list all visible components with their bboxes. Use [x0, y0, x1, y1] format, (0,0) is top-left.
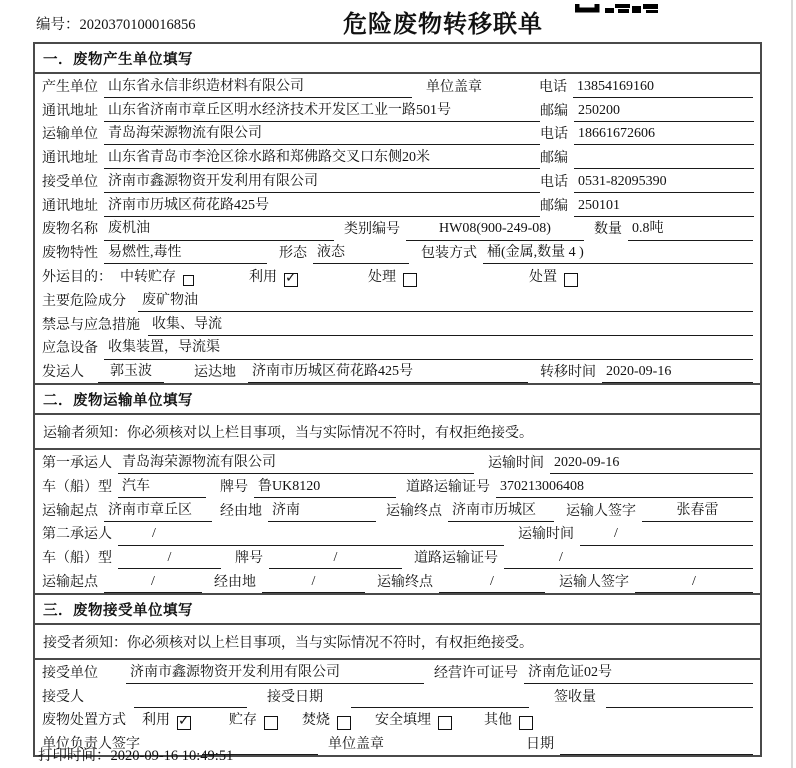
receiver-notice: 接受者须知：你必须核对以上栏目事项，当与实际情况不符时，有权拒绝接受。 [35, 625, 760, 660]
section2-header: 二．废物运输单位填写 [35, 383, 760, 415]
first-carrier-row [35, 450, 760, 474]
print-time-label: 打印时间： [38, 748, 111, 764]
checkbox-disposal-utilize [177, 716, 191, 730]
vehicle-type2-value: / [118, 550, 221, 569]
disposal-method-row [35, 708, 760, 732]
generator-row [35, 74, 760, 98]
purpose-option-dispose [529, 270, 578, 288]
waste-traits-row [35, 241, 760, 265]
section3-header: 三．废物接受单位填写 [35, 593, 760, 625]
transporter-row [35, 122, 760, 146]
generator-label: 产生单位 [42, 79, 98, 95]
transporter-notice: 运输者须知：你必须核对以上栏目事项，当与实际情况不符时，有权拒绝接受。 [35, 415, 760, 450]
transporter-address-label: 通讯地址 [42, 151, 98, 167]
disposal-option-label: 利用 [142, 713, 170, 729]
unit-seal-label: 单位盖章 [328, 737, 384, 753]
precaution-label: 禁忌与应急措施 [42, 317, 140, 333]
checkbox-dispose [564, 273, 578, 287]
generator-phone-label: 电话 [539, 79, 567, 95]
category-label: 类别编号 [344, 222, 400, 238]
precaution-row [35, 312, 760, 336]
receiver-zip-value: 250101 [574, 198, 754, 217]
route1-row [35, 498, 760, 522]
receiver-phone-label: 电话 [540, 174, 568, 190]
waste-traits-value: 易燃性,毒性 [104, 245, 267, 264]
purpose-option-utilize [249, 270, 298, 288]
vehicle-type-label: 车（船）型 [42, 479, 112, 495]
transport-time-label: 运输时间 [488, 456, 544, 472]
checkbox-disposal-store [264, 716, 278, 730]
route-via-value: 济南 [268, 503, 376, 522]
generator-address-value: 山东省济南市章丘区明水经济技术开发区工业一路501号 [104, 103, 540, 122]
route-start-label: 运输起点 [42, 503, 98, 519]
precaution-value: 收集、导流 [148, 317, 753, 336]
purpose-option-label: 处置 [529, 270, 557, 286]
route2-via-label: 经由地 [214, 575, 256, 591]
carrier2-sign-label: 运输人签字 [559, 575, 629, 591]
sign-date-label: 日期 [526, 737, 554, 753]
section1-header: 一．废物产生单位填写 [35, 44, 760, 74]
quantity-value: 0.8吨 [628, 221, 753, 240]
road-license2-value: / [504, 550, 753, 569]
disposal-option-label: 安全填埋 [375, 713, 431, 729]
packaging-label: 包装方式 [421, 246, 477, 262]
disposal-option-landfill [375, 713, 452, 731]
road-license-label: 道路运输证号 [406, 479, 490, 495]
purpose-option-transfer-storage [120, 270, 194, 288]
first-carrier-value: 青岛海荣源物流有限公司 [118, 455, 474, 474]
print-time-line [38, 744, 233, 765]
checkbox-disposal-landfill [438, 716, 452, 730]
purpose-option-label: 利用 [249, 270, 277, 286]
plate-value: 鲁UK8120 [254, 479, 396, 498]
waste-name-row [35, 217, 760, 241]
transfer-time-label: 转移时间 [540, 365, 596, 381]
plate-label: 牌号 [220, 479, 248, 495]
vehicle-type-value: 汽车 [118, 479, 206, 498]
generator-address-label: 通讯地址 [42, 103, 98, 119]
transporter-address-row [35, 145, 760, 169]
accept-date-value [351, 705, 529, 708]
transporter-zip-label: 邮编 [540, 151, 568, 167]
accepting-unit-value: 济南市鑫源物资开发利用有限公司 [126, 665, 424, 684]
checkbox-transfer-storage [183, 275, 194, 286]
transporter-label: 运输单位 [42, 127, 98, 143]
sign-date-value [560, 752, 753, 755]
hazard-components-label: 主要危险成分 [42, 293, 126, 309]
serial-label: 编号： [36, 17, 80, 33]
transport-purpose-label: 外运目的： [42, 270, 112, 286]
generator-phone-value: 13854169160 [573, 79, 753, 98]
receiver-phone-value: 0531-82095390 [574, 174, 754, 193]
disposal-method-label: 废物处置方式 [42, 713, 126, 729]
transport-purpose-row [35, 264, 760, 288]
generator-zip-value: 250200 [574, 103, 754, 122]
category-value: HW08(900-249-08) [406, 221, 584, 240]
emergency-equipment-label: 应急设备 [42, 341, 98, 357]
acceptor-label: 接受人 [42, 689, 84, 705]
route2-start-label: 运输起点 [42, 575, 98, 591]
quantity-label: 数量 [594, 222, 622, 238]
second-carrier-row [35, 522, 760, 546]
received-amount-value [606, 705, 753, 708]
permit-label: 经营许可证号 [434, 665, 518, 681]
route-end-value: 济南市历城区 [448, 503, 554, 522]
second-carrier-value: / [118, 526, 504, 545]
transporter-zip-value [574, 166, 754, 169]
transporter-phone-label: 电话 [540, 127, 568, 143]
route2-end-label: 运输终点 [377, 575, 433, 591]
purpose-option-treat [368, 270, 417, 288]
route-via-label: 经由地 [220, 503, 262, 519]
receiver-zip-label: 邮编 [540, 198, 568, 214]
destination-label: 运达地 [194, 365, 236, 381]
seal-label: 单位盖章 [426, 79, 482, 95]
transfer-form-table [33, 42, 762, 757]
checkbox-treat [403, 273, 417, 287]
page-title: 危险废物转移联单 [343, 12, 543, 38]
receiver-row [35, 169, 760, 193]
qr-code-fragment-icon [575, 0, 659, 18]
transport-time-value: 2020-09-16 [550, 455, 753, 474]
disposal-option-label: 其他 [484, 713, 512, 729]
print-time-value: 2020-09-16 10:49:51 [110, 748, 234, 764]
disposal-option-utilize [142, 713, 191, 731]
acceptor-value [134, 705, 247, 708]
accepting-unit-row [35, 660, 760, 684]
disposal-option-other [484, 713, 533, 731]
generator-value: 山东省永信非织造材料有限公司 [104, 79, 412, 98]
transport-time2-value: / [580, 526, 753, 545]
vehicle-type2-label: 车（船）型 [42, 551, 112, 567]
transfer-time-value: 2020-09-16 [602, 364, 753, 383]
disposal-option-label: 焚烧 [302, 713, 330, 729]
carrier-sign-value: 张春雷 [642, 503, 753, 522]
vehicle2-row [35, 546, 760, 570]
purpose-option-label: 处理 [368, 270, 396, 286]
road-license2-label: 道路运输证号 [414, 551, 498, 567]
carrier2-sign-value: / [635, 574, 753, 593]
disposal-option-label: 贮存 [229, 713, 257, 729]
checkbox-utilize [284, 273, 298, 287]
route-start-value: 济南市章丘区 [104, 503, 212, 522]
accept-date-label: 接受日期 [267, 689, 323, 705]
waste-name-value: 废机油 [104, 221, 334, 240]
receiver-label: 接受单位 [42, 174, 98, 190]
checkbox-disposal-other [519, 716, 533, 730]
hazard-components-value: 废矿物油 [138, 293, 753, 312]
plate2-value: / [269, 550, 402, 569]
destination-value: 济南市历城区荷花路425号 [248, 364, 528, 383]
first-carrier-label: 第一承运人 [42, 456, 112, 472]
route-end-label: 运输终点 [386, 503, 442, 519]
plate2-label: 牌号 [235, 551, 263, 567]
receiver-value: 济南市鑫源物资开发利用有限公司 [104, 174, 540, 193]
carrier-sign-label: 运输人签字 [566, 503, 636, 519]
generator-address-row [35, 98, 760, 122]
form-label: 形态 [279, 246, 307, 262]
waste-name-label: 废物名称 [42, 222, 98, 238]
emergency-equipment-row [35, 336, 760, 360]
waste-traits-label: 废物特性 [42, 246, 98, 262]
transport-time2-label: 运输时间 [518, 527, 574, 543]
hazard-components-row [35, 288, 760, 312]
second-carrier-label: 第二承运人 [42, 527, 112, 543]
dispatcher-label: 发运人 [42, 365, 84, 381]
purpose-option-label: 中转贮存 [120, 270, 176, 286]
receiver-address-value: 济南市历城区荷花路425号 [104, 198, 540, 217]
route2-via-value: / [262, 574, 365, 593]
route2-start-value: / [104, 574, 202, 593]
received-amount-label: 签收量 [554, 689, 596, 705]
route2-row [35, 569, 760, 593]
emergency-equipment-value: 收集装置，导流渠 [104, 340, 753, 359]
road-license-value: 370213006408 [496, 479, 753, 498]
transporter-value: 青岛海荣源物流有限公司 [104, 126, 540, 145]
form-value: 液态 [313, 245, 409, 264]
serial-value: 2020370100016856 [79, 17, 196, 33]
disposal-option-incinerate [302, 713, 351, 731]
transporter-phone-value: 18661672606 [574, 126, 754, 145]
responsible-sign-label: 单位负责人签字 [42, 737, 140, 753]
disposal-option-store [229, 713, 278, 731]
transporter-address-value: 山东省青岛市李沧区徐水路和郑佛路交叉口东侧20米 [104, 150, 540, 169]
dispatch-row [35, 360, 760, 384]
page-edge-line [791, 0, 793, 768]
dispatcher-value: 郭玉波 [98, 364, 164, 383]
permit-value: 济南危证02号 [524, 665, 753, 684]
vehicle1-row [35, 474, 760, 498]
receiver-address-label: 通讯地址 [42, 198, 98, 214]
generator-zip-label: 邮编 [540, 103, 568, 119]
acceptor-row [35, 684, 760, 708]
receiver-address-row [35, 193, 760, 217]
accepting-unit-label: 接受单位 [42, 665, 98, 681]
packaging-value: 桶(金属,数量 4 ) [483, 245, 753, 264]
checkbox-disposal-incinerate [337, 716, 351, 730]
route2-end-value: / [439, 574, 545, 593]
